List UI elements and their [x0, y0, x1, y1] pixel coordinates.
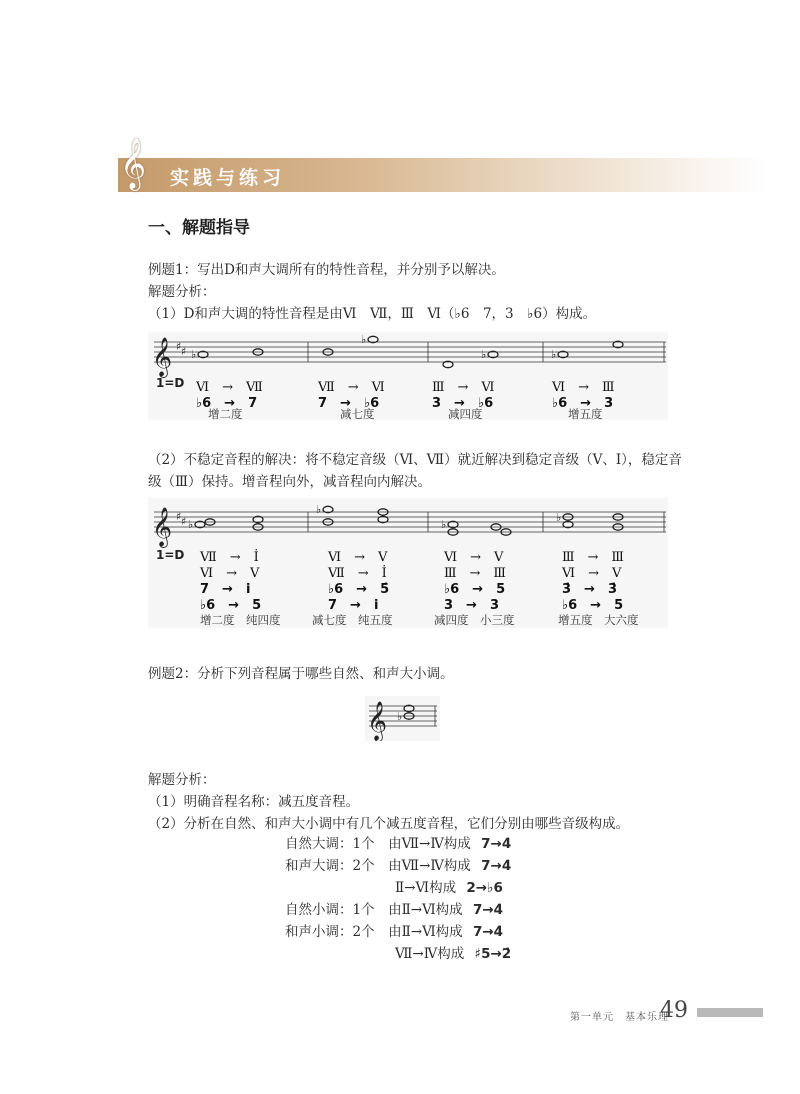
resolution-row: Ⅵ → Ⅴ — [444, 550, 504, 565]
resolution-row: ♭6 → 5 — [200, 598, 262, 613]
roman-row: Ⅵ → Ⅲ — [552, 380, 615, 395]
example2-point2: （2）分析在自然、和声大小调中有几个减五度音程，它们分别由哪些音级构成。 — [148, 816, 630, 832]
resolution-row: Ⅶ → İ — [200, 550, 259, 565]
interval-labels: 减四度 小三度 — [434, 613, 515, 627]
key-label: 1=D — [156, 548, 185, 562]
result-row: Ⅶ→Ⅳ构成 ♯5→2̇ — [395, 946, 512, 962]
sharp-icon: ♯ — [176, 510, 182, 523]
resolution-row: 3 → 3 — [444, 598, 499, 613]
result-row: 和声大调：2个 由Ⅶ→Ⅳ构成 7→4̇ — [285, 858, 512, 874]
resolution-row: Ⅵ → Ⅴ — [562, 566, 622, 581]
example2-question: 例题2：分析下列音程属于哪些自然、和声大小调。 — [148, 666, 454, 682]
interval-label: 减四度 — [448, 407, 483, 421]
footer-chapter: 第一单元 基本乐理 — [570, 1012, 669, 1023]
staff-figure-2 — [148, 498, 668, 628]
treble-clef-icon: 𝄞 — [120, 138, 147, 189]
page-number: 49 — [660, 998, 688, 1023]
resolution-row: Ⅶ → İ — [328, 566, 387, 581]
interval-label: 增五度 — [568, 407, 603, 421]
footer-bar — [697, 1008, 763, 1017]
resolution-row: Ⅵ → Ⅴ — [200, 566, 260, 581]
example1-point2-line2: 级（Ⅲ）保持。增音程向外，减音程向内解决。 — [148, 474, 432, 490]
resolution-row: ♭6 → 5 — [444, 582, 506, 597]
resolution-row: 7 → i — [328, 598, 379, 613]
interval-labels: 增五度 大六度 — [558, 613, 639, 627]
number-row: 7 → ♭6 — [318, 396, 380, 411]
staff-figure-3 — [365, 696, 440, 741]
resolution-row: 3̇ → 3̇ — [562, 582, 617, 597]
flat-icon: ♭ — [441, 518, 447, 531]
resolution-row: ♭6 → 5̇ — [328, 582, 390, 597]
staff-lines-3 — [365, 696, 440, 741]
resolution-row: ♭6 → 5 — [562, 598, 624, 613]
example1-question: 例题1：写出D和声大调所有的特性音程，并分别予以解决。 — [148, 262, 505, 278]
sharp-icon: ♯ — [181, 515, 187, 528]
flat-icon: ♭ — [191, 348, 197, 361]
roman-row: Ⅶ → Ⅵ — [318, 380, 385, 395]
resolution-row: Ⅲ → Ⅲ — [562, 550, 624, 565]
resolution-row: 7 → i — [200, 582, 251, 597]
flat-icon: ♭ — [556, 511, 562, 524]
number-row: ♭6 → 3 — [552, 396, 614, 411]
result-row: 自然小调：1个 由Ⅱ→Ⅵ构成 7→4̇ — [285, 902, 504, 918]
resolution-row: Ⅵ → Ⅴ — [328, 550, 388, 565]
result-row: Ⅱ→Ⅵ构成 2→♭6 — [395, 880, 503, 896]
roman-row: Ⅲ → Ⅵ — [432, 380, 495, 395]
flat-icon: ♭ — [361, 333, 367, 346]
flat-icon: ♭ — [316, 503, 322, 516]
example1-point2-line1: （2）不稳定音程的解决：将不稳定音级（Ⅵ、Ⅶ）就近解决到稳定音级（Ⅴ、Ⅰ），稳定音 — [148, 452, 682, 468]
flat-icon: ♭ — [397, 710, 403, 723]
result-row: 和声小调：2个 由Ⅱ→Ⅵ构成 7→4̇ — [285, 924, 504, 940]
result-row: 自然大调：1个 由Ⅶ→Ⅳ构成 7→4̇ — [285, 836, 512, 852]
example1-analysis-label: 解题分析： — [148, 284, 216, 300]
flat-icon: ♭ — [481, 348, 487, 361]
number-row: ♭6 → 7 — [196, 396, 258, 411]
interval-labels: 增二度 纯四度 — [200, 613, 281, 627]
flat-icon: ♭ — [551, 348, 557, 361]
example1-point1: （1）D和声大调的特性音程是由Ⅵ Ⅶ，Ⅲ Ⅵ（♭6 7，3 ♭6）构成。 — [148, 306, 597, 322]
sharp-icon: ♯ — [181, 345, 187, 358]
sharp-icon: ♯ — [176, 340, 182, 353]
interval-labels: 减七度 纯五度 — [312, 613, 393, 627]
resolution-row: Ⅲ → Ⅲ — [444, 566, 506, 581]
key-label: 1=D — [156, 376, 185, 390]
staff-figure-1 — [148, 332, 668, 420]
example2-analysis-label: 解题分析： — [148, 772, 216, 788]
treble-clef-icon: 𝄞 — [152, 507, 173, 547]
example2-point1: （1）明确音程名称：减五度音程。 — [148, 794, 360, 810]
interval-label: 减七度 — [340, 407, 375, 421]
banner-title: 实践与练习 — [170, 167, 286, 189]
treble-clef-icon: 𝄞 — [367, 701, 388, 741]
flat-icon: ♭ — [188, 518, 194, 531]
section-title: 一、解题指导 — [148, 218, 250, 238]
interval-label: 增二度 — [208, 407, 243, 421]
roman-row: Ⅵ → Ⅶ — [196, 380, 263, 395]
treble-clef-icon: 𝄞 — [152, 337, 173, 377]
number-row: 3 → ♭6 — [432, 396, 494, 411]
